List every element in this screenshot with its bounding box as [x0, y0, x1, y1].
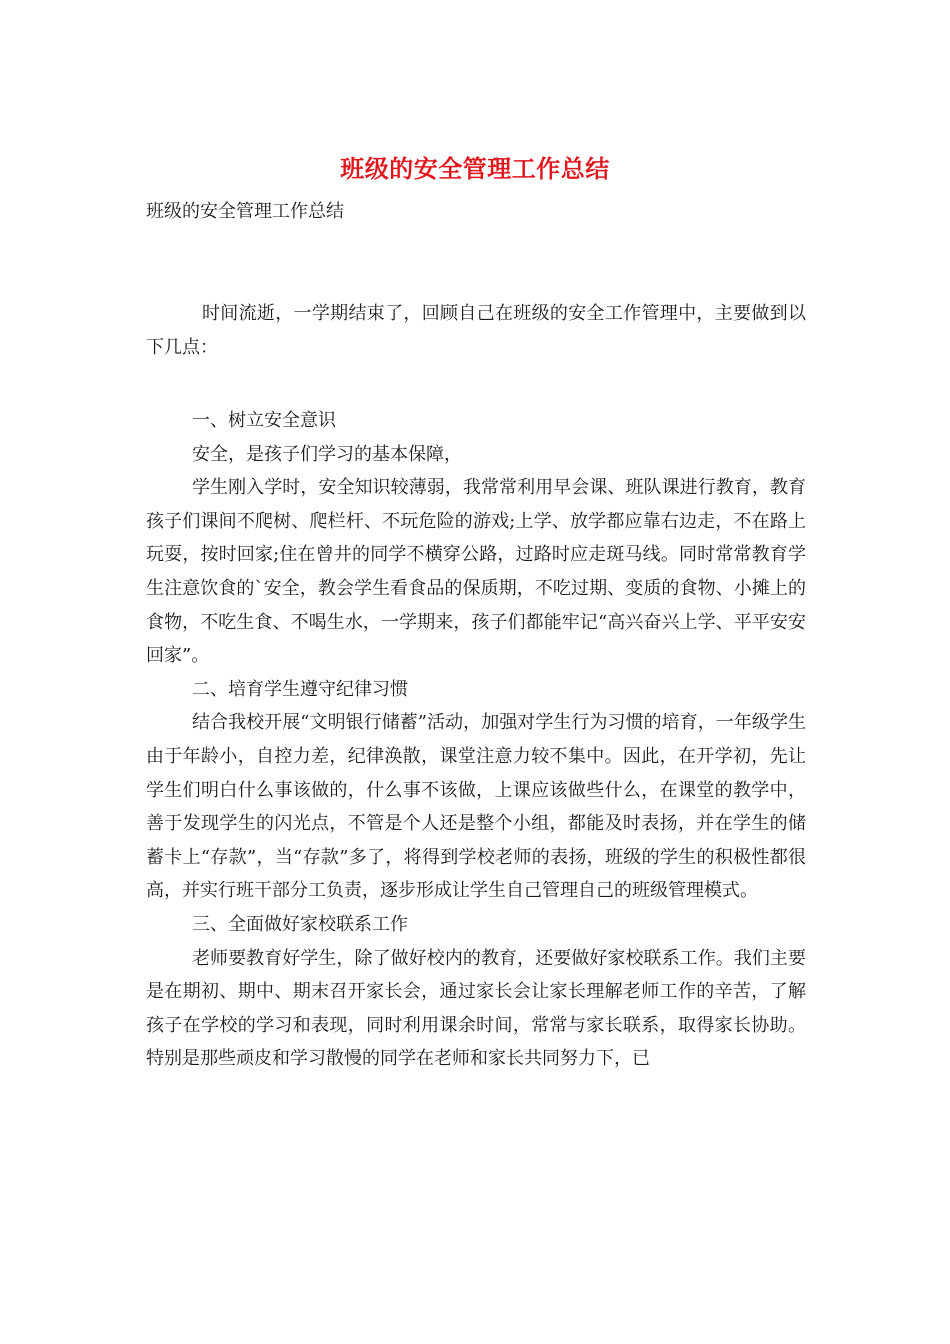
document-title: 班级的安全管理工作总结: [340, 154, 610, 183]
document-subtitle: 班级的安全管理工作总结: [146, 201, 344, 222]
section-heading: 三、全面做好家校联系工作: [192, 913, 408, 935]
body-paragraph: 安全，是孩子们学习的基本保障，: [192, 443, 462, 465]
body-paragraph: 老师要教育好学生，除了做好校内的教育，还要做好家校联系工作。我们主要是在期初、期中、期末召开家长会，通过家长会让家长理解老师工作的辛苦，了解孩子在学校的学习和表现，同时利用课余时间，常常与家长联系，取得家长协助。特别是那些顽皮和学习散慢的同学在老师和家长共同努力下，已: [146, 947, 806, 1070]
body-paragraph: 学生刚入学时，安全知识较薄弱，我常常利用早会课、班队课进行教育，教育孩子们课间不爬树、爬栏杆、不玩危险的游戏;上学、放学都应靠右边走，不在路上玩耍，按时回家;住在曾井的同学不横穿公路，过路时应走斑马线。同时常常教育学生注意饮食的`安全，教会学生看食品的保质期，不吃过期、变质的食物、小摊上的食物，不吃生食、不喝生水，一学期来，孩子们都能牢记“高兴奋兴上学、平平安安回家”。: [146, 477, 806, 667]
section-heading: 二、培育学生遵守纪律习惯: [192, 678, 408, 700]
document-body: [146, 404, 806, 1076]
intro-block: [146, 297, 806, 364]
section-heading: 一、树立安全意识: [192, 410, 336, 431]
intro-paragraph: 时间流逝，一学期结束了，回顾自己在班级的安全工作管理中，主要做到以下几点：: [146, 303, 806, 358]
body-paragraph: 结合我校开展“文明银行储蓄”活动，加强对学生行为习惯的培育，一年级学生由于年龄小，自控力差，纪律涣散，课堂注意力较不集中。因此，在开学初，先让学生们明白什么事该做的，什么事不该做，上课应该做些什么，在课堂的教学中，善于发现学生的闪光点，不管是个人还是整个小组，都能及时表扬，并在学生的储蓄卡上“存款”，当“存款”多了，将得到学校老师的表扬，班级的学生的积极性都很高，并实行班干部分工负责，逐步形成让学生自己管理自己的班级管理模式。: [146, 712, 806, 902]
